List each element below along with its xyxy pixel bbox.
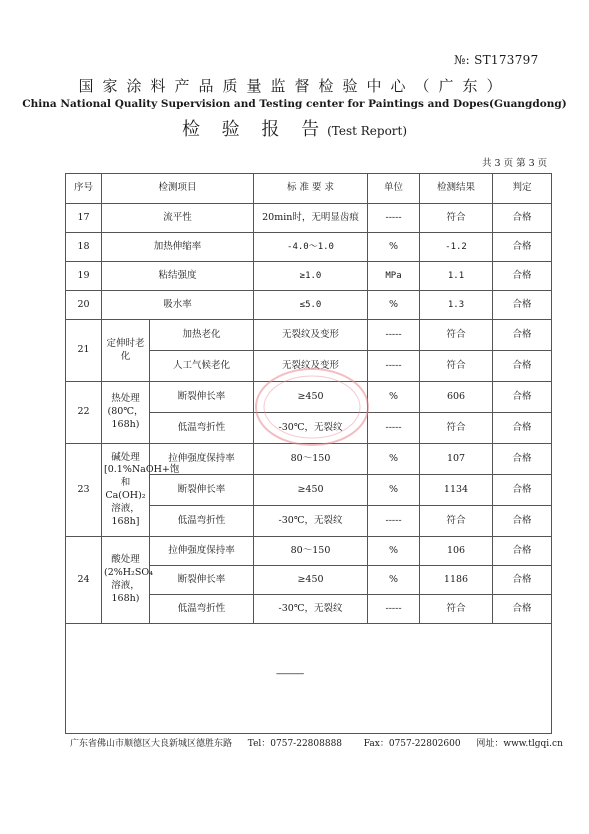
row-result: -1.2 — [420, 233, 493, 262]
row-verdict: 合格 — [493, 233, 552, 262]
row-result: 符合 — [420, 506, 493, 537]
row-item: 拉伸强度保持率 — [150, 537, 254, 566]
row-verdict: 合格 — [493, 413, 552, 444]
end-cell — [66, 624, 552, 734]
row-no: 19 — [66, 262, 102, 291]
col-header-result: 检测结果 — [420, 174, 493, 204]
row-item: 低温弯折性 — [150, 506, 254, 537]
row-requirement: -4.0～1.0 — [254, 233, 368, 262]
row-result: 107 — [420, 444, 493, 475]
row-unit: % — [368, 444, 420, 475]
row-requirement: -30℃，无裂纹 — [254, 595, 368, 624]
group-no: 23 — [66, 444, 102, 537]
row-unit: ----- — [368, 413, 420, 444]
row-no: 18 — [66, 233, 102, 262]
row-verdict: 合格 — [493, 382, 552, 413]
row-item: 拉伸强度保持率 — [150, 444, 254, 475]
row-requirement: 80～150 — [254, 537, 368, 566]
row-unit: ----- — [368, 506, 420, 537]
row-verdict: 合格 — [493, 444, 552, 475]
row-unit: ----- — [368, 595, 420, 624]
row-no: 20 — [66, 291, 102, 320]
row-item: 断裂伸长率 — [150, 566, 254, 595]
row-requirement: ≥1.0 — [254, 262, 368, 291]
table-row — [66, 291, 552, 320]
row-item: 流平性 — [102, 204, 254, 233]
row-result: 符合 — [420, 595, 493, 624]
row-result: 符合 — [420, 320, 493, 351]
footer-fax: Fax：0757-22802600 — [363, 739, 461, 749]
footer-address: 广东省佛山市顺德区大良新城区德胜东路 — [70, 739, 233, 749]
page-info: 共 3 页 第 3 页 — [482, 158, 548, 169]
row-verdict: 合格 — [493, 566, 552, 595]
end-mark: ---------------- — [276, 669, 304, 678]
results-table — [65, 173, 552, 734]
col-header-verdict: 判定 — [493, 174, 552, 204]
footer-web: 网址：www.tlgqi.cn — [476, 739, 563, 749]
inspection-seal — [252, 365, 372, 450]
group-no: 21 — [66, 320, 102, 382]
row-unit: ----- — [368, 204, 420, 233]
table-row — [66, 537, 552, 566]
row-unit: % — [368, 233, 420, 262]
row-unit: ----- — [368, 351, 420, 382]
row-verdict: 合格 — [493, 320, 552, 351]
row-result: 106 — [420, 537, 493, 566]
table-row — [66, 262, 552, 291]
col-header-requirement: 标 准 要 求 — [254, 174, 368, 204]
group-label: 定伸时老化 — [102, 320, 150, 382]
row-verdict: 合格 — [493, 537, 552, 566]
row-item: 加热老化 — [150, 320, 254, 351]
row-requirement: ≥450 — [254, 382, 368, 413]
row-requirement: ≥450 — [254, 475, 368, 506]
row-unit: ----- — [368, 320, 420, 351]
footer — [70, 736, 570, 749]
row-result: 1.1 — [420, 262, 493, 291]
table-row — [66, 320, 552, 351]
row-requirement: ≥450 — [254, 566, 368, 595]
row-item: 加热伸缩率 — [102, 233, 254, 262]
row-item: 吸水率 — [102, 291, 254, 320]
row-requirement: -30℃，无裂纹 — [254, 506, 368, 537]
row-verdict: 合格 — [493, 291, 552, 320]
row-requirement: 无裂纹及变形 — [254, 351, 368, 382]
report-title — [0, 115, 589, 141]
report-title-cn: 检 验 报 告 — [181, 119, 328, 140]
table-end-area — [66, 624, 552, 734]
row-unit: % — [368, 566, 420, 595]
group-label: 热处理(80℃，168h) — [102, 382, 150, 444]
row-unit: % — [368, 475, 420, 506]
row-item: 人工气候老化 — [150, 351, 254, 382]
row-verdict: 合格 — [493, 595, 552, 624]
table-row — [66, 204, 552, 233]
col-header-unit: 单位 — [368, 174, 420, 204]
row-item: 断裂伸长率 — [150, 382, 254, 413]
row-requirement: 80～150 — [254, 444, 368, 475]
report-number: №: ST173797 — [454, 53, 539, 67]
row-verdict: 合格 — [493, 262, 552, 291]
footer-tel: Tel：0757-22808888 — [247, 739, 343, 749]
table-header-row — [66, 174, 552, 204]
col-header-item: 检测项目 — [102, 174, 254, 204]
row-result: 1.3 — [420, 291, 493, 320]
row-requirement: -30℃，无裂纹 — [254, 413, 368, 444]
row-result: 606 — [420, 382, 493, 413]
row-item: 粘结强度 — [102, 262, 254, 291]
row-requirement: ≤5.0 — [254, 291, 368, 320]
institution-title-cn: 国家涂料产品质量监督检验中心（广东） — [78, 77, 511, 95]
row-requirement: 无裂纹及变形 — [254, 320, 368, 351]
row-unit: MPa — [368, 262, 420, 291]
group-no: 22 — [66, 382, 102, 444]
group-no: 24 — [66, 537, 102, 624]
row-requirement: 20min时，无明显齿痕 — [254, 204, 368, 233]
row-no: 17 — [66, 204, 102, 233]
row-unit: % — [368, 291, 420, 320]
table-row — [66, 233, 552, 262]
row-result: 符合 — [420, 351, 493, 382]
row-item: 低温弯折性 — [150, 413, 254, 444]
row-unit: % — [368, 537, 420, 566]
row-result: 1186 — [420, 566, 493, 595]
row-verdict: 合格 — [493, 475, 552, 506]
col-header-no: 序号 — [66, 174, 102, 204]
row-verdict: 合格 — [493, 351, 552, 382]
row-result: 1134 — [420, 475, 493, 506]
row-item: 断裂伸长率 — [150, 475, 254, 506]
row-verdict: 合格 — [493, 204, 552, 233]
row-result: 符合 — [420, 413, 493, 444]
row-unit: % — [368, 382, 420, 413]
row-item: 低温弯折性 — [150, 595, 254, 624]
report-title-en: (Test Report) — [327, 124, 408, 138]
row-verdict: 合格 — [493, 506, 552, 537]
row-result: 符合 — [420, 204, 493, 233]
institution-title-en: China National Quality Supervision and Testing center for Paintings and Dopes(Guangdong) — [22, 98, 567, 110]
group-label: 酸处理(2%H₂SO₄溶液，168h) — [102, 537, 150, 624]
group-label: 碱处理[0.1%NaOH+饱和Ca(OH)₂溶液，168h] — [102, 444, 150, 537]
